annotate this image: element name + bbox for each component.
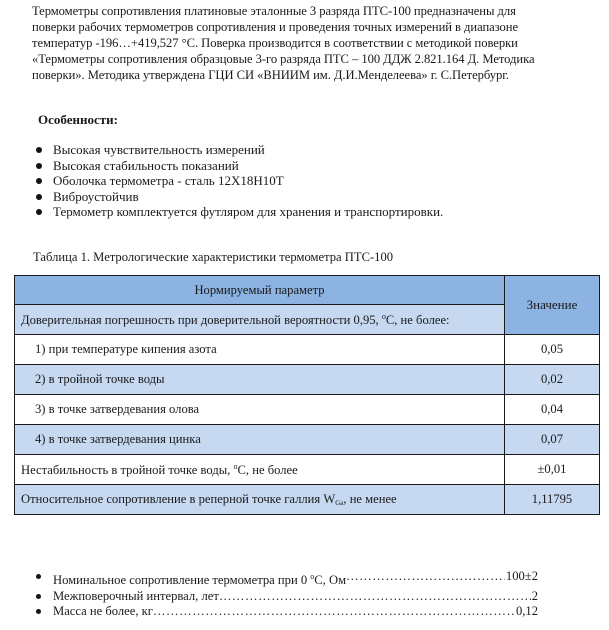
spec-value: 0,12 <box>515 604 538 618</box>
bullet-icon <box>36 594 41 599</box>
bullet-icon <box>36 194 42 200</box>
feature-text: Высокая стабильность показаний <box>53 157 239 173</box>
spec-item <box>36 569 538 589</box>
table-row <box>15 425 600 455</box>
param-text: Нестабильность в тройной точке воды, <box>21 462 234 477</box>
dot-leader <box>346 569 505 589</box>
subheader-cell <box>15 305 505 335</box>
bullet-icon <box>36 209 42 215</box>
specs-list <box>36 569 538 620</box>
spec-label: Масса не более, кг <box>53 604 153 618</box>
value-cell: ±0,01 <box>505 455 600 485</box>
spec-item <box>36 604 538 620</box>
param-tail: , не менее <box>343 492 397 506</box>
intro-line: температур -196…+419,527 °С. Поверка производится в соответствии с методикой поверки <box>32 36 518 50</box>
header-param-cell: Нормируемый параметр <box>15 276 505 305</box>
table-row <box>15 365 600 395</box>
param-cell <box>15 485 505 515</box>
intro-line: «Термометры сопротивления образцовые 3-го разряда ПТС – 100 ДДЖ 2.821.164 Д. Методика <box>32 52 535 66</box>
spec-value: 100±2 <box>505 569 538 583</box>
bullet-icon <box>36 178 42 184</box>
value-cell: 0,05 <box>505 335 600 365</box>
spec-label: Межповерочный интервал, лет <box>53 588 219 603</box>
feature-text: Оболочка термометра - сталь 12Х18Н10Т <box>53 173 284 188</box>
value-cell: 0,04 <box>505 395 600 425</box>
intro-line: Термометры сопротивления платиновые эталонные 3 разряда ПТС-100 предназначены для <box>32 4 516 18</box>
degree-sign: o <box>233 461 238 471</box>
intro-paragraph <box>32 3 592 83</box>
table-caption: Таблица 1. Метрологические характеристики термометра ПТС-100 <box>33 250 394 264</box>
header-value-cell: Значение <box>505 276 600 335</box>
subheader-unit: С, не более: <box>385 312 450 327</box>
bullet-icon <box>36 163 42 169</box>
spec-value: 2 <box>531 588 538 603</box>
value-cell: 0,02 <box>505 365 600 395</box>
dot-leader <box>153 604 515 620</box>
spec-label-unit: С, Ом <box>314 573 347 587</box>
features-list <box>36 142 443 220</box>
subscript-ga: Ga <box>335 499 344 507</box>
feature-text: Высокая чувствительность измерений <box>53 142 265 157</box>
dot-leader <box>219 589 531 605</box>
bullet-icon <box>36 574 41 579</box>
spec-label <box>53 569 346 589</box>
bullet-icon <box>36 147 42 153</box>
feature-text: Виброустойчив <box>53 188 139 204</box>
value-cell: 0,07 <box>505 425 600 455</box>
spec-label-text: Номинальное сопротивление термометра при 0 <box>53 573 311 587</box>
intro-line: поверки». Методика утверждена ГЦИ СИ «ВНИИМ им. Д.И.Менделеева» г. С.Петербург. <box>32 68 510 82</box>
subheader-text: Доверительная погрешность при доверительной вероятности 0,95, <box>21 312 382 327</box>
feature-item <box>36 173 443 189</box>
bullet-icon <box>36 609 41 614</box>
feature-item <box>36 189 443 205</box>
metrology-table <box>14 275 600 515</box>
param-cell: 2) в тройной точке воды <box>15 365 505 395</box>
spec-item <box>36 589 538 605</box>
param-text: Относительное сопротивление в реперной точке галлия W <box>21 492 336 506</box>
param-cell: 3) в точке затвердевания олова <box>15 395 505 425</box>
param-cell <box>15 455 505 485</box>
degree-sign: o <box>381 311 386 321</box>
degree-sign: o <box>310 572 315 581</box>
table-header-row <box>15 276 600 305</box>
table-row-instability <box>15 455 600 485</box>
param-cell: 4) в точке затвердевания цинка <box>15 425 505 455</box>
value-cell: 1,11795 <box>505 485 600 515</box>
feature-text: Термометр комплектуется футляром для хранения и транспортировки. <box>53 204 444 219</box>
param-unit: С, не более <box>237 462 298 477</box>
features-heading: Особенности: <box>38 112 118 127</box>
table-row <box>15 395 600 425</box>
table-row <box>15 335 600 365</box>
param-cell: 1) при температуре кипения азота <box>15 335 505 365</box>
feature-item <box>36 142 443 158</box>
table-row-resistance <box>15 485 600 515</box>
feature-item <box>36 158 443 174</box>
feature-item <box>36 204 443 220</box>
intro-line: поверки рабочих термометров сопротивления и проведения точных измерений в диапазоне <box>32 20 519 34</box>
